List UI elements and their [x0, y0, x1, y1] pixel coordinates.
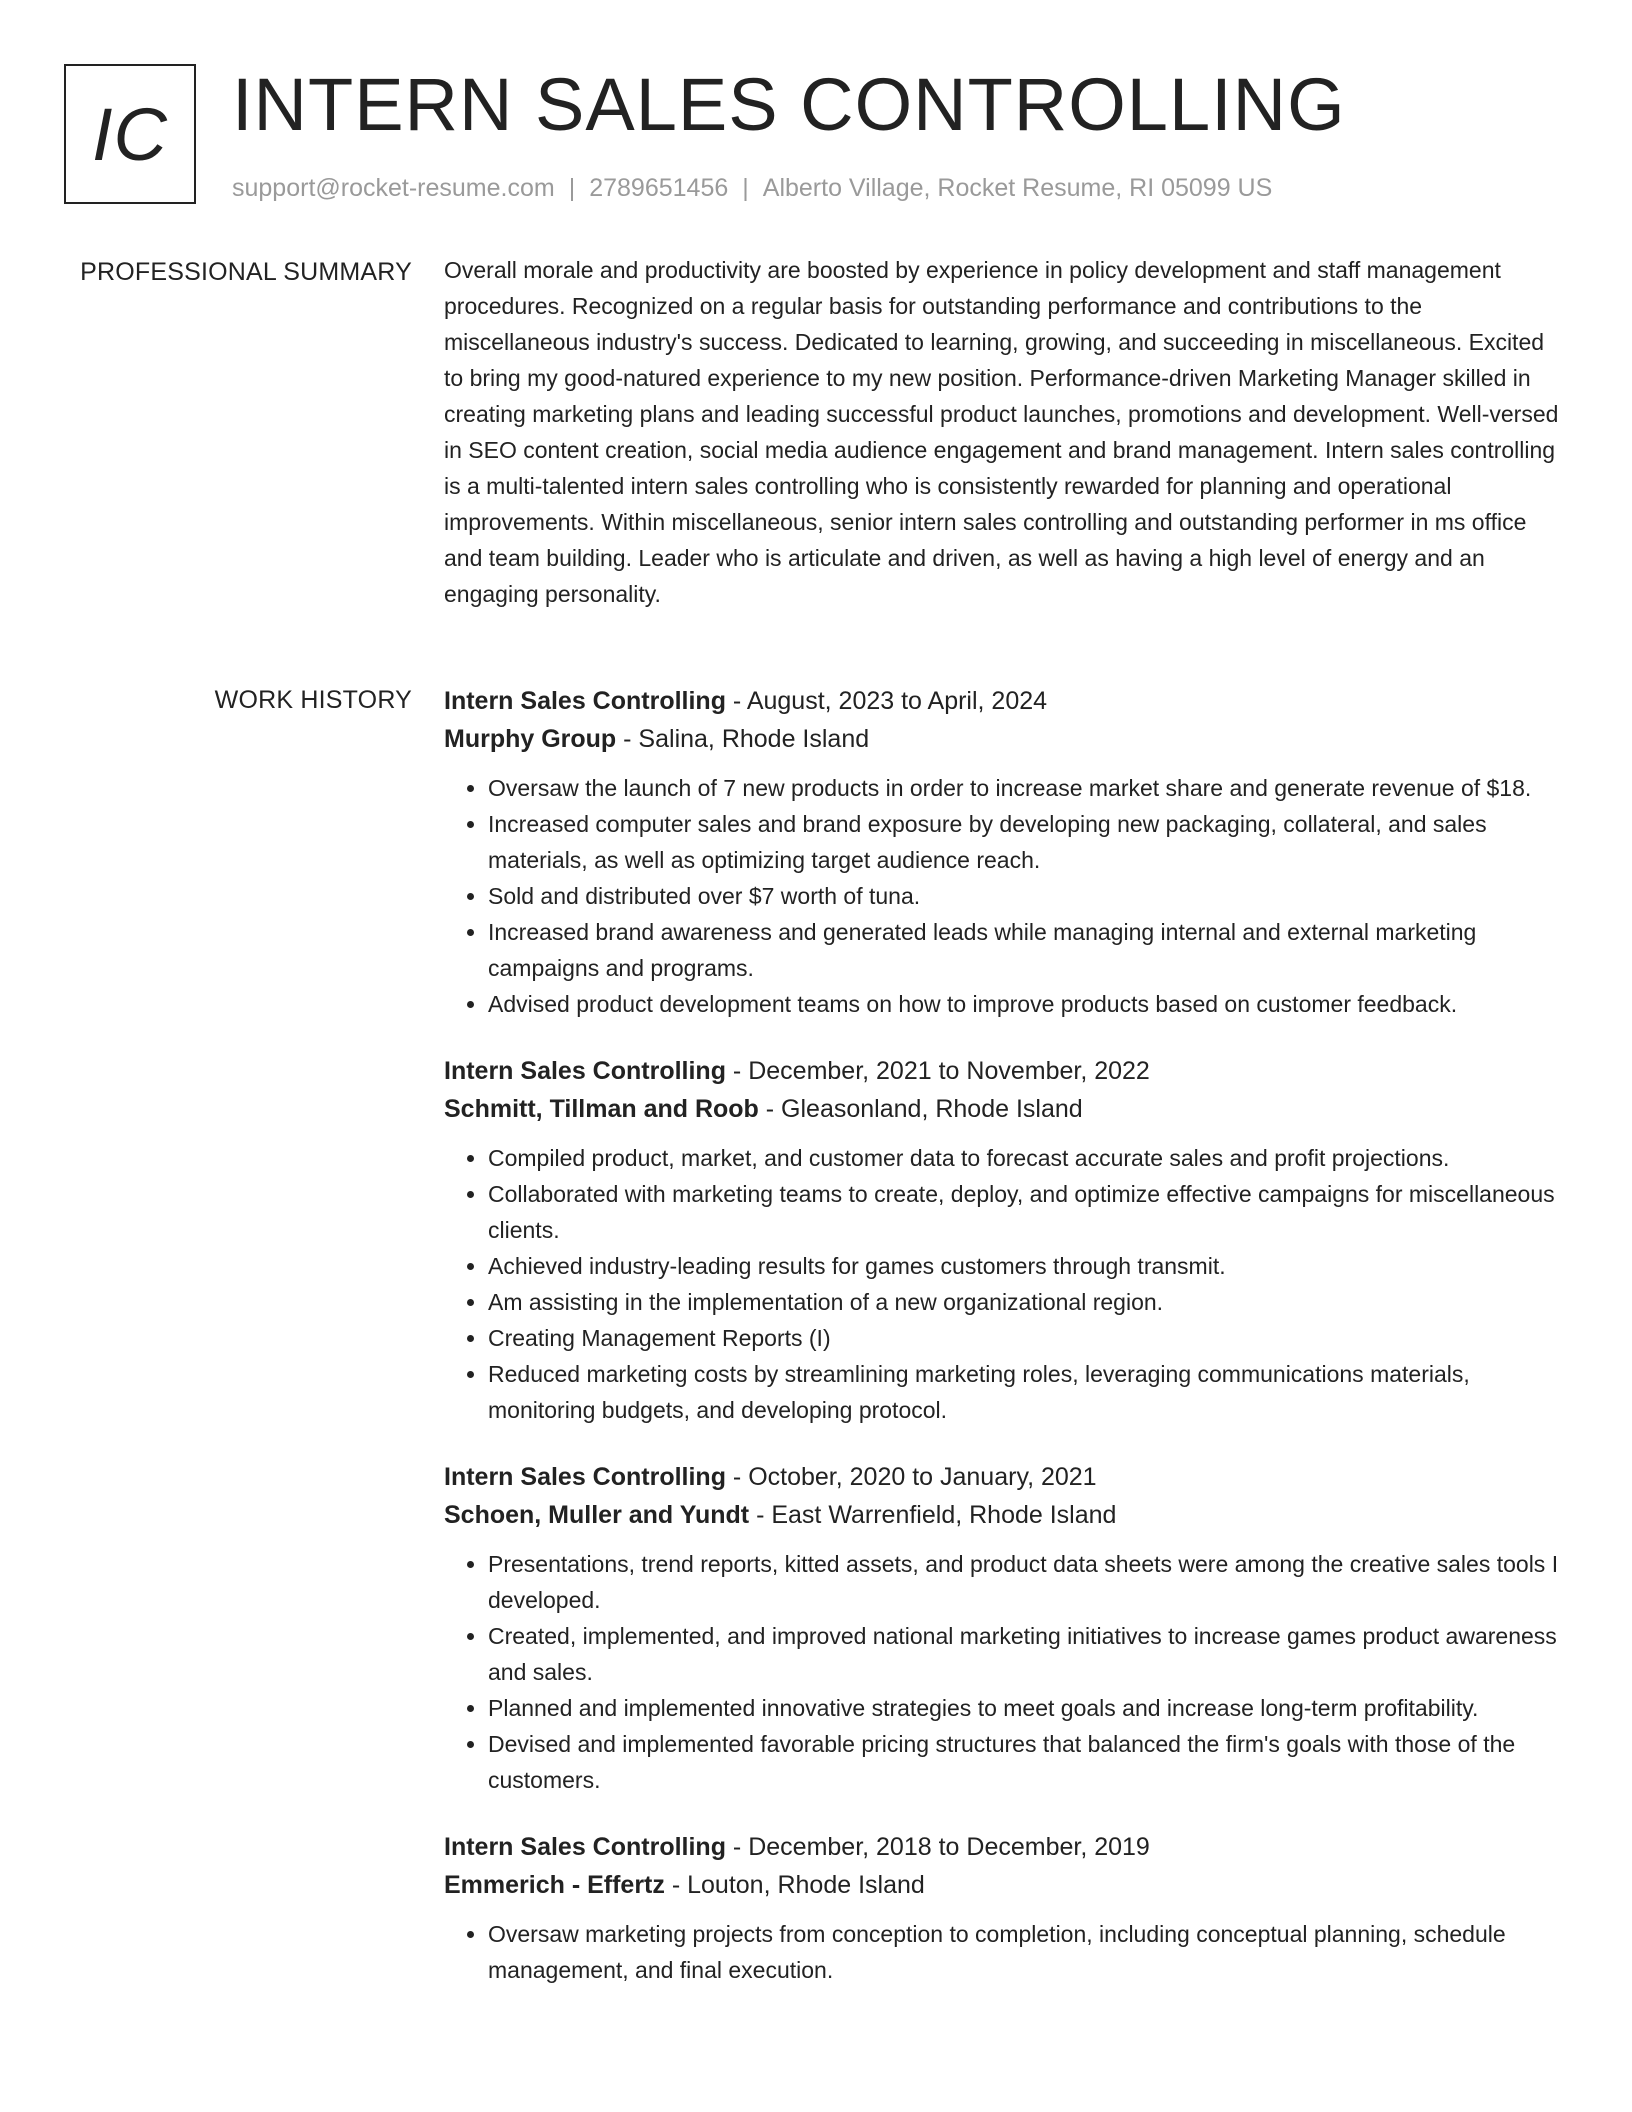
job-location: - Gleasonland, Rhode Island [758, 1095, 1083, 1123]
job-title-line [444, 1458, 1560, 1496]
job-title: Intern Sales Controlling [444, 1463, 726, 1491]
job-bullets [444, 770, 1560, 1022]
job-title: Intern Sales Controlling [444, 1057, 726, 1085]
job-title-line [444, 1052, 1560, 1090]
job-bullet: • Devised and implemented favorable pricing structures that balanced the firm's goals with those of the customers. [488, 1726, 1560, 1798]
job-bullet: • Increased brand awareness and generated leads while managing internal and external marketing campaigns and programs. [488, 914, 1560, 986]
summary-body [444, 258, 1560, 618]
job-entry [444, 1052, 1560, 1428]
job-bullet: • Am assisting in the implementation of a new organizational region. [488, 1284, 1560, 1320]
monogram-logo: IC [64, 64, 196, 204]
job-dates: - December, 2021 to November, 2022 [725, 1057, 1150, 1085]
job-dates: - August, 2023 to April, 2024 [725, 687, 1048, 715]
job-bullet: • Creating Management Reports (I) [488, 1320, 1560, 1356]
job-title-line [444, 1828, 1560, 1866]
contact-separator: | [742, 174, 749, 202]
contact-separator: | [568, 174, 576, 202]
contact-address: Alberto Village, Rocket Resume, RI 05099 US [762, 174, 1273, 202]
job-location: - Salina, Rhode Island [616, 725, 870, 753]
job-bullets [444, 1916, 1560, 1988]
job-bullets [444, 1546, 1560, 1798]
job-title-line [444, 682, 1560, 720]
job-bullet: • Achieved industry-leading results for games customers through transmit. [488, 1248, 1560, 1284]
job-company-line [444, 1496, 1560, 1534]
job-entry [444, 1828, 1560, 1988]
job-bullet: • Created, implemented, and improved national marketing initiatives to increase games product awareness and sales. [488, 1618, 1560, 1690]
job-title: Intern Sales Controlling [444, 1833, 726, 1861]
job-bullet: • Advised product development teams on how to improve products based on customer feedback. [488, 986, 1560, 1022]
job-bullet: • Reduced marketing costs by streamlining marketing roles, leveraging communications materials, monitoring budgets, and developing protocol. [488, 1356, 1560, 1428]
job-entry [444, 682, 1560, 1022]
job-bullet: • Increased computer sales and brand exposure by developing new packaging, collateral, and sales materials, as well as optimizing target audience reach. [488, 806, 1560, 878]
resume-header [64, 64, 1564, 214]
work-history-body [444, 682, 1560, 2018]
job-bullets [444, 1140, 1560, 1428]
job-dates: - December, 2018 to December, 2019 [725, 1833, 1150, 1861]
contact-line [232, 174, 1272, 203]
job-bullet: • Collaborated with marketing teams to create, deploy, and optimize effective campaigns for miscellaneous clients. [488, 1176, 1560, 1248]
job-location: - East Warrenfield, Rhode Island [749, 1501, 1117, 1529]
job-company: Schmitt, Tillman and Roob [444, 1095, 759, 1123]
job-dates: - October, 2020 to January, 2021 [725, 1463, 1097, 1491]
job-company: Schoen, Muller and Yundt [444, 1501, 750, 1529]
work-history-heading: WORK HISTORY [214, 686, 412, 714]
job-bullet: • Sold and distributed over $7 worth of tuna. [488, 878, 1560, 914]
job-company-line [444, 1090, 1560, 1128]
job-company-line [444, 1866, 1560, 1904]
contact-phone: 2789651456 [589, 174, 729, 202]
job-bullet: • Oversaw the launch of 7 new products in order to increase market share and generate revenue of $18. [488, 770, 1560, 806]
job-location: - Louton, Rhode Island [664, 1871, 925, 1899]
summary-heading: PROFESSIONAL SUMMARY [80, 258, 412, 286]
job-company: Murphy Group [444, 725, 617, 753]
job-bullet: • Oversaw marketing projects from conception to completion, including conceptual planning, schedule management, and final execution. [488, 1916, 1560, 1988]
job-bullet: • Presentations, trend reports, kitted assets, and product data sheets were among the creative sales tools I developed. [488, 1546, 1560, 1618]
candidate-name: INTERN SALES CONTROLLING [232, 63, 1346, 146]
contact-email: support@rocket-resume.com [232, 174, 555, 202]
job-title: Intern Sales Controlling [444, 687, 726, 715]
job-company: Emmerich - Effertz [444, 1871, 665, 1899]
job-bullet: • Compiled product, market, and customer data to forecast accurate sales and profit projections. [488, 1140, 1560, 1176]
job-bullet: • Planned and implemented innovative strategies to meet goals and increase long-term profitability. [488, 1690, 1560, 1726]
summary-text: Overall morale and productivity are boosted by experience in policy development and staff management procedures. Recognized on a regular basis for outstanding performance and contributions to the miscellaneous industry's success. Dedicated to learning, growing, and succeeding in miscellaneous. Excited to bring my good-natured experience to my new position. Performance-driven Marketing Manager skilled in creating marketing plans and leading successful product launches, promotions and development. Well-versed in SEO content creation, social media audience engagement and brand management. Intern sales controlling is a multi-talented intern sales controlling who is consistently rewarded for planning and operational improvements. Within miscellaneous, senior intern sales controlling and outstanding performer in ms office and team building. Leader who is articulate and driven, as well as having a high level of energy and an engaging personality. [444, 257, 1559, 607]
job-company-line [444, 720, 1560, 758]
job-entry [444, 1458, 1560, 1798]
